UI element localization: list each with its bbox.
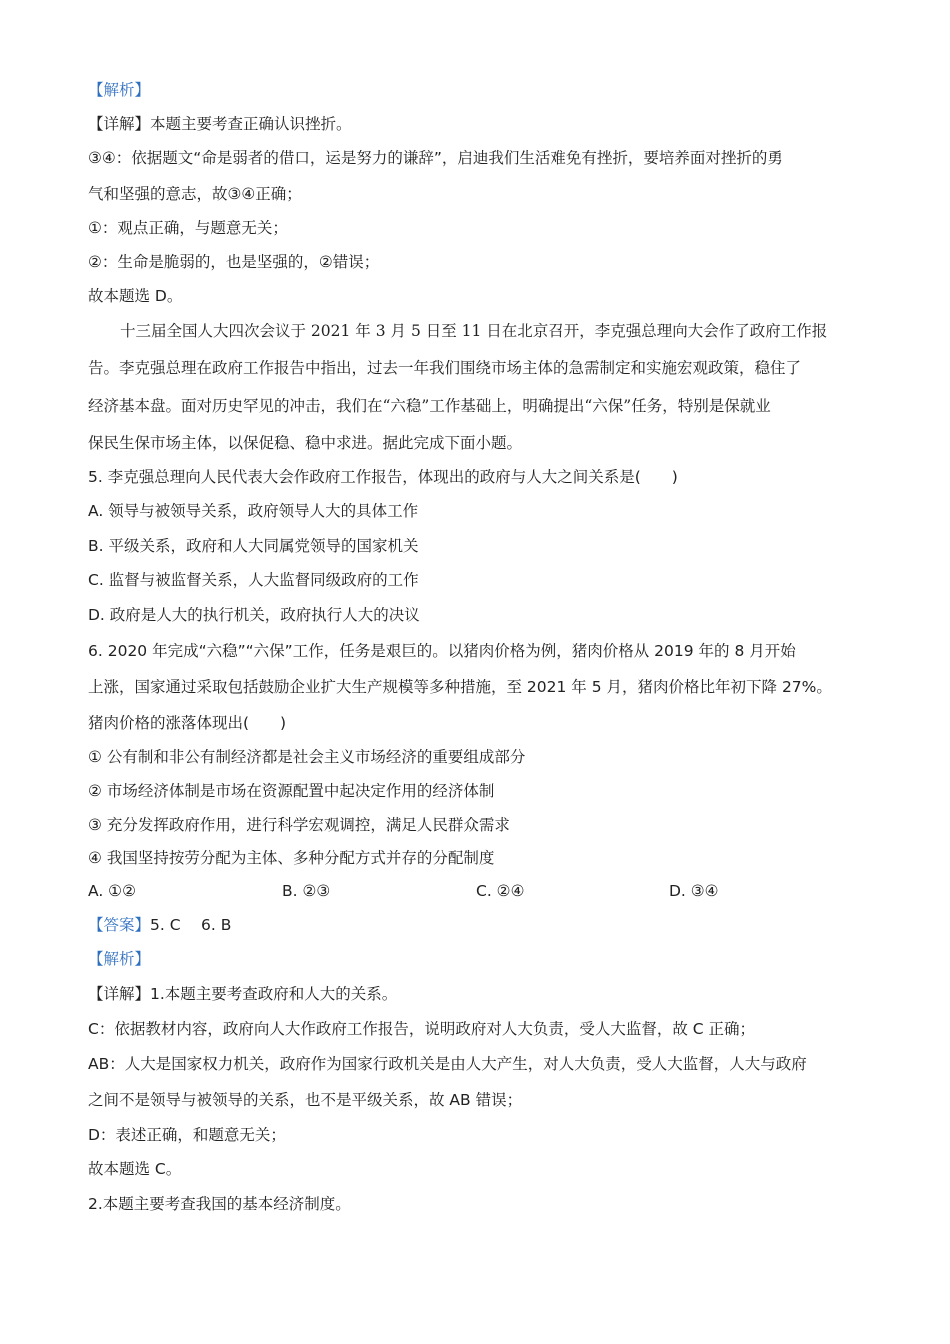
analysis-line: 2.本题主要考查我国的基本经济制度。: [88, 1195, 351, 1213]
detail-line: [88, 983, 397, 1005]
passage-line: 保民生保市场主体，以保促稳、稳中求进。据此完成下面小题。: [88, 434, 523, 452]
analysis-conclusion: 故本题选 C。: [88, 1160, 182, 1178]
question-5-option-d: D. 政府是人大的执行机关，政府执行人大的决议: [88, 606, 420, 624]
question-6-stem: 上涨，国家通过采取包括鼓励企业扩大生产规模等多种措施，至 2021 年 5 月，猪肉价格比年初下降 27%。: [88, 678, 832, 696]
detail-text: 本题主要考查正确认识挫折。: [150, 115, 352, 133]
question-6-stem: 6. 2020 年完成“六稳”“六保”工作，任务是艰巨的。以猪肉价格为例，猪肉价格从 2019 年的 8 月开始: [88, 642, 796, 660]
question-6-statement: ① 公有制和非公有制经济都是社会主义市场经济的重要组成部分: [88, 748, 526, 766]
analysis-conclusion: 故本题选 D。: [88, 287, 183, 305]
analysis-line: D：表述正确，和题意无关；: [88, 1126, 286, 1144]
question-6-option-b: B. ②③: [282, 882, 331, 900]
analysis-tag: 【解析】: [88, 950, 151, 968]
question-5-option-b: B. 平级关系，政府和人大同属党领导的国家机关: [88, 537, 419, 555]
answer-tag: 【答案】: [88, 916, 151, 934]
analysis-line: ②：生命是脆弱的，也是坚强的，②错误；: [88, 253, 380, 271]
detail-text: 1.本题主要考查政府和人大的关系。: [150, 985, 398, 1003]
detail-prefix: 【详解】: [88, 115, 151, 133]
question-6-statement: ④ 我国坚持按劳分配为主体、多种分配方式并存的分配制度: [88, 849, 495, 867]
answer-line: [88, 914, 231, 936]
detail-prefix: 【详解】: [88, 985, 151, 1003]
question-6-option-a: A. ①②: [88, 882, 136, 900]
passage-line: 十三届全国人大四次会议于 2021 年 3 月 5 日至 11 日在北京召开，李克强总理向大会作了政府工作报: [120, 322, 828, 340]
analysis-tag: 【解析】: [88, 81, 151, 99]
analysis-line: AB：人大是国家权力机关，政府作为国家行政机关是由人大产生，对人大负责，受人大监督，人大与政府: [88, 1055, 807, 1073]
question-6-option-d: D. ③④: [669, 882, 719, 900]
question-6-statement: ③ 充分发挥政府作用，进行科学宏观调控，满足人民群众需求: [88, 816, 510, 834]
analysis-line: 气和坚强的意志，故③④正确；: [88, 185, 302, 203]
analysis-line: 之间不是领导与被领导的关系，也不是平级关系，故 AB 错误；: [88, 1091, 523, 1109]
answer-text: 5. C 6. B: [150, 916, 232, 934]
question-5-option-c: C. 监督与被监督关系，人大监督同级政府的工作: [88, 571, 419, 589]
question-6-statement: ② 市场经济体制是市场在资源配置中起决定作用的经济体制: [88, 782, 495, 800]
question-5-stem: 5. 李克强总理向人民代表大会作政府工作报告，体现出的政府与人大之间关系是( ): [88, 468, 678, 486]
question-5-option-a: A. 领导与被领导关系，政府领导人大的具体工作: [88, 502, 419, 520]
analysis-line: ③④：依据题文“命是弱者的借口，运是努力的谦辞”，启迪我们生活难免有挫折，要培养面对挫折的勇: [88, 149, 783, 167]
analysis-line: C：依据教材内容，政府向人大作政府工作报告，说明政府对人大负责，受人大监督，故 C 正确；: [88, 1020, 756, 1038]
passage-line: 经济基本盘。面对历史罕见的冲击，我们在“六稳”工作基础上，明确提出“六保”任务，特别是保就业: [88, 397, 771, 415]
question-6-stem: 猪肉价格的涨落体现出( ): [88, 714, 287, 732]
passage-line: 告。李克强总理在政府工作报告中指出，过去一年我们围绕市场主体的急需制定和实施宏观政策，稳住了: [88, 359, 802, 377]
analysis-line: ①：观点正确，与题意无关；: [88, 219, 288, 237]
question-6-option-c: C. ②④: [476, 882, 525, 900]
detail-line: [88, 113, 352, 135]
